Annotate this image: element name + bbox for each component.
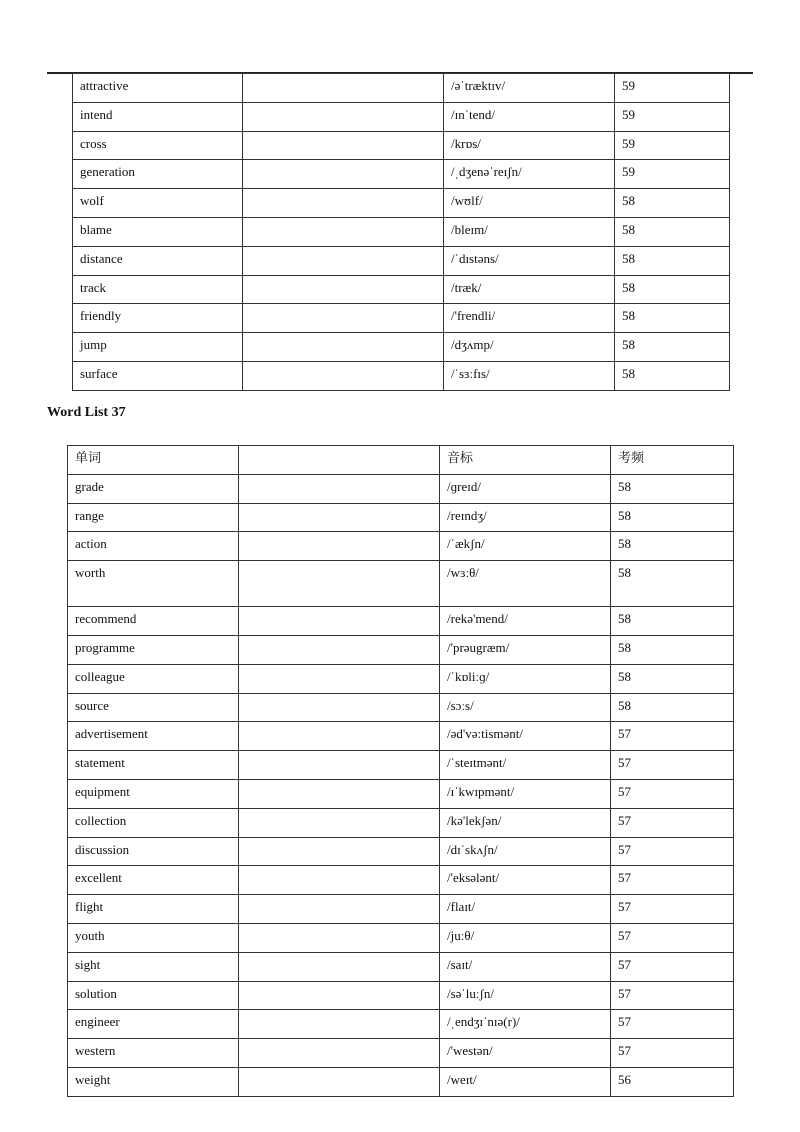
cell-word: colleague — [68, 664, 239, 693]
table-row — [68, 474, 734, 503]
cell-phonetic: /reɪndʒ/ — [440, 503, 611, 532]
cell-frequency: 58 — [615, 333, 730, 362]
cell-frequency: 59 — [615, 160, 730, 189]
cell-word: jump — [73, 333, 243, 362]
table-row — [73, 102, 730, 131]
cell-note — [239, 561, 440, 607]
table-row — [68, 693, 734, 722]
cell-note — [243, 74, 444, 103]
cell-word: attractive — [73, 74, 243, 103]
cell-word: weight — [68, 1067, 239, 1096]
cell-phonetic: /əˈtræktɪv/ — [444, 74, 615, 103]
cell-phonetic: /wʊlf/ — [444, 189, 615, 218]
cell-phonetic: /ɪˈkwɪpmənt/ — [440, 779, 611, 808]
cell-frequency: 57 — [611, 952, 734, 981]
cell-word: intend — [73, 102, 243, 131]
cell-word: statement — [68, 751, 239, 780]
cell-note — [239, 981, 440, 1010]
table-header-row — [68, 446, 734, 475]
cell-phonetic: /flaɪt/ — [440, 895, 611, 924]
cell-word: equipment — [68, 779, 239, 808]
cell-note — [239, 693, 440, 722]
cell-frequency: 58 — [615, 246, 730, 275]
cell-phonetic: /'eksələnt/ — [440, 866, 611, 895]
cell-word: youth — [68, 923, 239, 952]
cell-phonetic: /ˌendʒɪˈnɪə(r)/ — [440, 1010, 611, 1039]
cell-phonetic: /ɡreɪd/ — [440, 474, 611, 503]
table-row — [68, 607, 734, 636]
cell-frequency: 56 — [611, 1067, 734, 1096]
cell-frequency: 57 — [611, 866, 734, 895]
table-row — [68, 895, 734, 924]
cell-word: excellent — [68, 866, 239, 895]
cell-word: worth — [68, 561, 239, 607]
cell-phonetic: /juːθ/ — [440, 923, 611, 952]
cell-phonetic: /weɪt/ — [440, 1067, 611, 1096]
cell-frequency: 57 — [611, 722, 734, 751]
table-row — [68, 635, 734, 664]
cell-note — [239, 1010, 440, 1039]
section-title: Word List 37 — [47, 405, 126, 420]
cell-phonetic: /rekə'mend/ — [440, 607, 611, 636]
cell-phonetic: /'westən/ — [440, 1039, 611, 1068]
table-row — [68, 837, 734, 866]
table-row — [68, 561, 734, 607]
cell-word: wolf — [73, 189, 243, 218]
cell-frequency: 58 — [611, 607, 734, 636]
cell-note — [239, 474, 440, 503]
cell-note — [243, 131, 444, 160]
cell-note — [239, 607, 440, 636]
cell-word: distance — [73, 246, 243, 275]
table-row — [73, 333, 730, 362]
table-row — [68, 532, 734, 561]
cell-frequency: 57 — [611, 895, 734, 924]
cell-note — [243, 102, 444, 131]
cell-frequency: 58 — [611, 693, 734, 722]
cell-frequency: 59 — [615, 131, 730, 160]
cell-phonetic: /'frendli/ — [444, 304, 615, 333]
cell-phonetic: /ˈdɪstəns/ — [444, 246, 615, 275]
cell-note — [239, 1039, 440, 1068]
cell-phonetic: /wɜːθ/ — [440, 561, 611, 607]
table-row — [68, 722, 734, 751]
table-row — [68, 1039, 734, 1068]
header-phonetic: 音标 — [440, 446, 611, 475]
cell-phonetic: /bleɪm/ — [444, 217, 615, 246]
cell-phonetic: /ˈsɜːfɪs/ — [444, 361, 615, 390]
cell-word: generation — [73, 160, 243, 189]
cell-frequency: 57 — [611, 808, 734, 837]
cell-frequency: 59 — [615, 74, 730, 103]
cell-word: friendly — [73, 304, 243, 333]
cell-word: solution — [68, 981, 239, 1010]
cell-frequency: 58 — [611, 503, 734, 532]
header-word: 单词 — [68, 446, 239, 475]
cell-note — [239, 895, 440, 924]
cell-frequency: 57 — [611, 1039, 734, 1068]
cell-frequency: 57 — [611, 923, 734, 952]
cell-word: blame — [73, 217, 243, 246]
cell-frequency: 57 — [611, 751, 734, 780]
header-frequency: 考频 — [611, 446, 734, 475]
table-row — [68, 866, 734, 895]
table-row — [73, 246, 730, 275]
table-row — [68, 1010, 734, 1039]
cell-note — [239, 751, 440, 780]
table-row — [68, 1067, 734, 1096]
cell-phonetic: /səˈluːʃn/ — [440, 981, 611, 1010]
cell-word: western — [68, 1039, 239, 1068]
cell-word: cross — [73, 131, 243, 160]
cell-word: flight — [68, 895, 239, 924]
cell-word: source — [68, 693, 239, 722]
cell-note — [243, 246, 444, 275]
cell-phonetic: /əd'və:tismənt/ — [440, 722, 611, 751]
cell-word: collection — [68, 808, 239, 837]
table-1-body — [73, 74, 730, 391]
cell-word: programme — [68, 635, 239, 664]
word-list-36-continued-table — [72, 73, 730, 391]
cell-phonetic: /ˌdʒenəˈreɪʃn/ — [444, 160, 615, 189]
cell-word: grade — [68, 474, 239, 503]
cell-word: track — [73, 275, 243, 304]
cell-frequency: 59 — [615, 102, 730, 131]
cell-word: recommend — [68, 607, 239, 636]
cell-word: discussion — [68, 837, 239, 866]
cell-note — [243, 275, 444, 304]
cell-note — [243, 189, 444, 218]
cell-frequency: 58 — [615, 275, 730, 304]
cell-word: advertisement — [68, 722, 239, 751]
cell-note — [239, 837, 440, 866]
cell-frequency: 58 — [615, 304, 730, 333]
cell-phonetic: /dɪˈskʌʃn/ — [440, 837, 611, 866]
cell-phonetic: /kə'lekʃən/ — [440, 808, 611, 837]
cell-note — [243, 333, 444, 362]
cell-phonetic: /ˈsteɪtmənt/ — [440, 751, 611, 780]
cell-phonetic: /dʒʌmp/ — [444, 333, 615, 362]
table-row — [68, 751, 734, 780]
table-row — [68, 503, 734, 532]
cell-frequency: 58 — [611, 635, 734, 664]
cell-phonetic: /krɒs/ — [444, 131, 615, 160]
cell-frequency: 58 — [611, 664, 734, 693]
cell-note — [239, 664, 440, 693]
cell-note — [243, 160, 444, 189]
cell-note — [239, 635, 440, 664]
cell-note — [243, 361, 444, 390]
table-row — [68, 952, 734, 981]
cell-word: surface — [73, 361, 243, 390]
table-row — [68, 923, 734, 952]
cell-phonetic: /træk/ — [444, 275, 615, 304]
cell-word: sight — [68, 952, 239, 981]
table-row — [73, 131, 730, 160]
cell-phonetic: /ˈækʃn/ — [440, 532, 611, 561]
cell-note — [239, 866, 440, 895]
cell-frequency: 57 — [611, 837, 734, 866]
cell-phonetic: /sɔːs/ — [440, 693, 611, 722]
table-row — [73, 275, 730, 304]
table-row — [73, 304, 730, 333]
cell-note — [239, 779, 440, 808]
table-row — [73, 160, 730, 189]
cell-note — [239, 532, 440, 561]
table-row — [68, 779, 734, 808]
cell-note — [239, 923, 440, 952]
cell-frequency: 58 — [615, 217, 730, 246]
cell-phonetic: /ɪnˈtend/ — [444, 102, 615, 131]
table-row — [73, 74, 730, 103]
cell-frequency: 57 — [611, 1010, 734, 1039]
cell-word: engineer — [68, 1010, 239, 1039]
table-row — [73, 361, 730, 390]
cell-frequency: 57 — [611, 779, 734, 808]
cell-frequency: 57 — [611, 981, 734, 1010]
cell-word: range — [68, 503, 239, 532]
cell-frequency: 58 — [615, 361, 730, 390]
table-2-body — [68, 474, 734, 1096]
table-row — [73, 189, 730, 218]
cell-word: action — [68, 532, 239, 561]
table-row — [68, 808, 734, 837]
cell-frequency: 58 — [611, 474, 734, 503]
table-row — [73, 217, 730, 246]
word-list-37-table — [67, 445, 734, 1097]
cell-note — [239, 952, 440, 981]
header-note — [239, 446, 440, 475]
cell-frequency: 58 — [615, 189, 730, 218]
cell-note — [239, 503, 440, 532]
cell-phonetic: /saɪt/ — [440, 952, 611, 981]
cell-note — [239, 722, 440, 751]
cell-note — [239, 808, 440, 837]
cell-phonetic: /ˈkɒliːɡ/ — [440, 664, 611, 693]
cell-phonetic: /'prəugræm/ — [440, 635, 611, 664]
table-row — [68, 664, 734, 693]
cell-frequency: 58 — [611, 532, 734, 561]
table-row — [68, 981, 734, 1010]
cell-note — [243, 304, 444, 333]
cell-note — [243, 217, 444, 246]
cell-note — [239, 1067, 440, 1096]
cell-frequency: 58 — [611, 561, 734, 607]
